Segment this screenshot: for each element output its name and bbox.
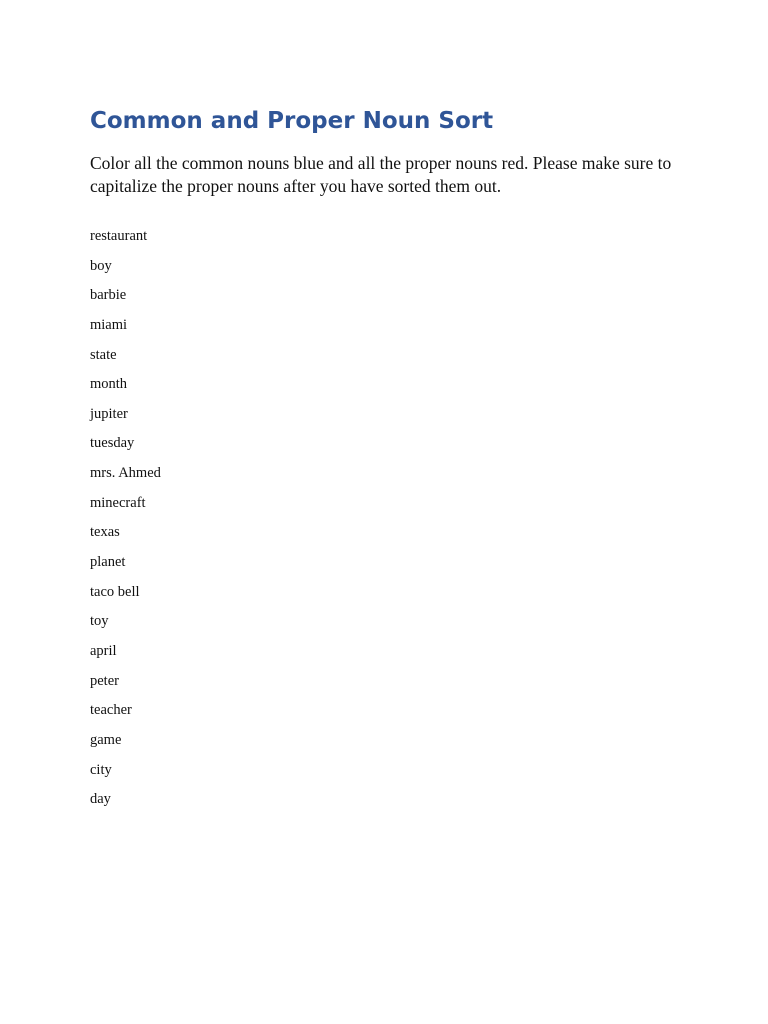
- list-item: day: [90, 791, 111, 808]
- list-item: jupiter: [90, 405, 128, 422]
- list-item: teacher: [90, 702, 132, 719]
- instructions-paragraph: Color all the common nouns blue and all the proper nouns red. Please make sure to capitalize the proper nouns after you have sorted them out.: [90, 153, 672, 196]
- noun-word-list: [90, 226, 161, 819]
- list-item: minecraft: [90, 494, 146, 511]
- list-item: boy: [90, 257, 112, 274]
- list-item: state: [90, 346, 117, 363]
- list-item: peter: [90, 672, 119, 689]
- list-item: tuesday: [90, 435, 135, 452]
- list-item: month: [90, 376, 128, 393]
- list-item: barbie: [90, 287, 127, 304]
- list-item: texas: [90, 524, 120, 541]
- page-title: Common and Proper Noun Sort: [90, 108, 494, 134]
- list-item: planet: [90, 554, 126, 571]
- list-item: restaurant: [90, 228, 148, 244]
- list-item: game: [90, 731, 122, 748]
- list-item: miami: [90, 316, 128, 333]
- list-item: april: [90, 642, 117, 659]
- list-item: city: [90, 761, 112, 778]
- list-item: toy: [90, 613, 109, 630]
- list-item: taco bell: [90, 583, 140, 600]
- list-item: mrs. Ahmed: [90, 465, 161, 482]
